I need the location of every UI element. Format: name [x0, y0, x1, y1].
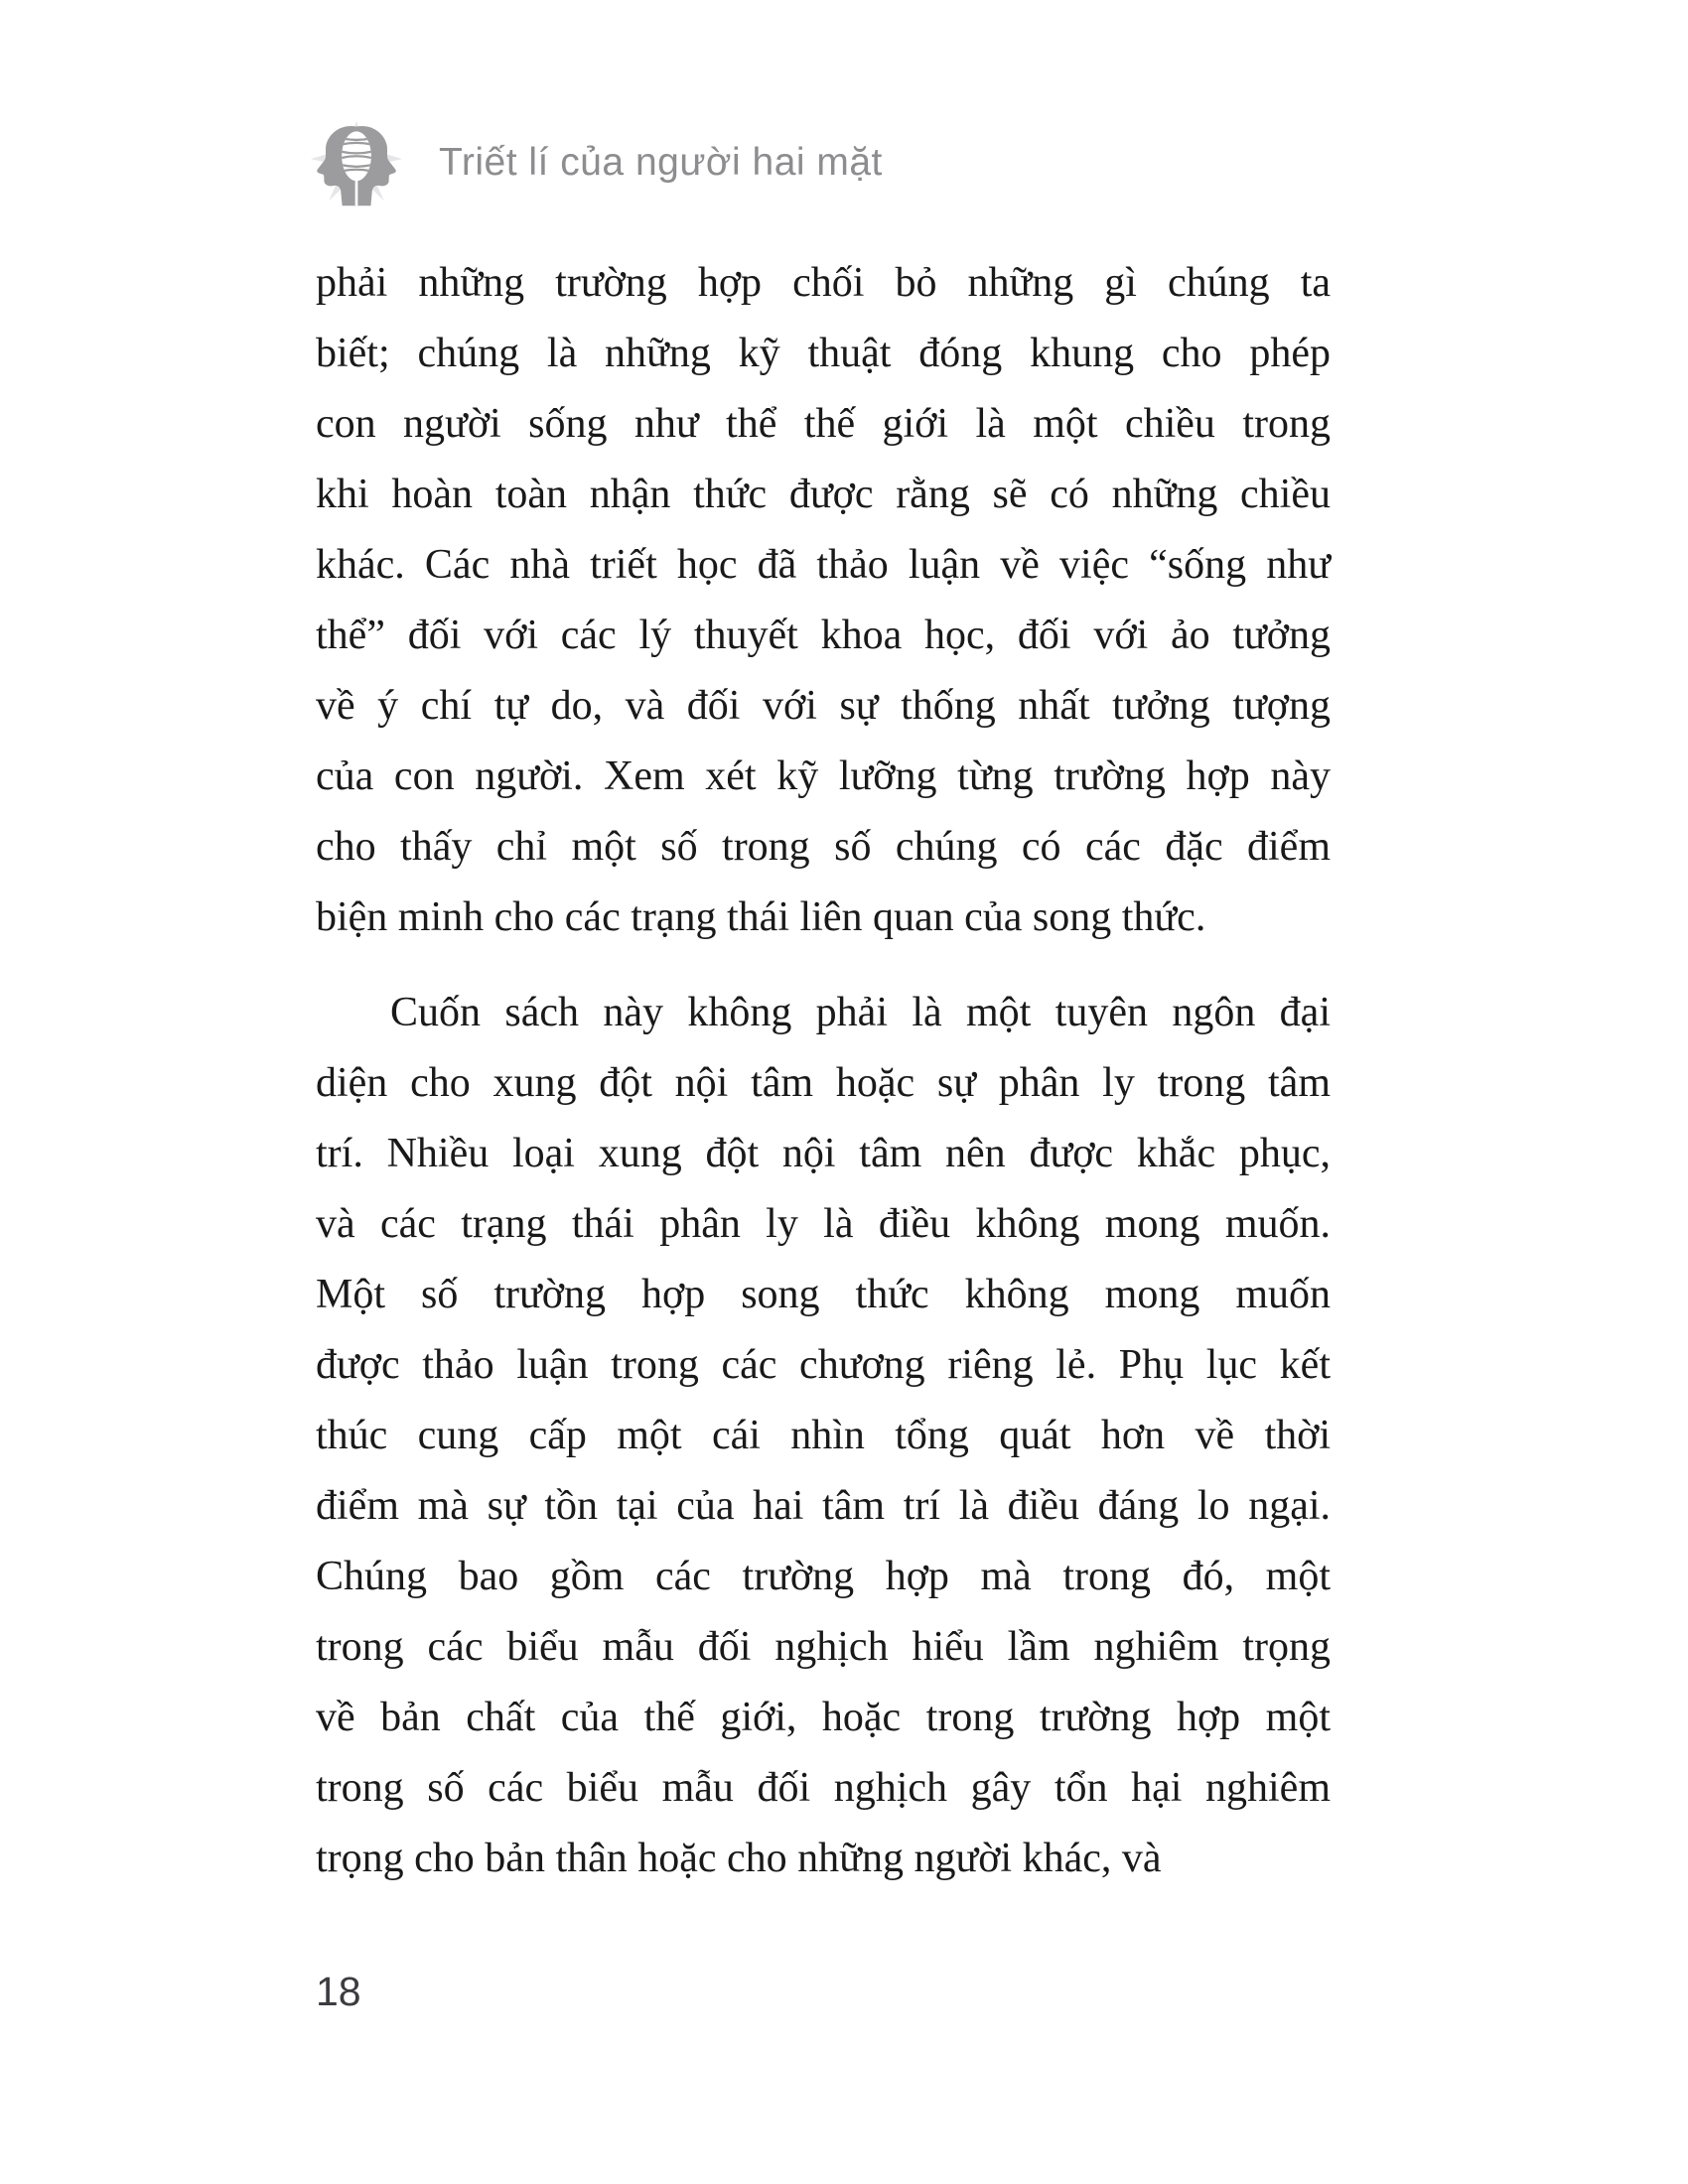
text-line: điểm mà sự tồn tại của hai tâm trí là điều đáng lo ngại. [316, 1483, 1331, 1529]
text-line: Chúng bao gồm các trường hợp mà trong đó, một [316, 1554, 1331, 1599]
text-line: thúc cung cấp một cái nhìn tổng quát hơn về thời [316, 1413, 1331, 1458]
text-line: khi hoàn toàn nhận thức được rằng sẽ có những chiều [316, 472, 1331, 517]
body-text [316, 248, 1331, 1894]
text-line: được thảo luận trong các chương riêng lẻ. Phụ lục kết [316, 1342, 1331, 1388]
text-line: phải những trường hợp chối bỏ những gì chúng ta [316, 260, 1331, 306]
text-line: biết; chúng là những kỹ thuật đóng khung cho phép [316, 331, 1331, 376]
text-line: và các trạng thái phân ly là điều không mong muốn. [316, 1201, 1331, 1247]
text-line: khác. Các nhà triết học đã thảo luận về việc “sống như [316, 542, 1331, 588]
text-line: trong các biểu mẫu đối nghịch hiểu lầm nghiêm trọng [316, 1624, 1331, 1670]
text-line: cho thấy chỉ một số trong số chúng có các đặc điểm [316, 824, 1331, 870]
text-line: Cuốn sách này không phải là một tuyên ngôn đại [390, 990, 1331, 1035]
two-faces-head-icon [304, 115, 409, 210]
text-line: về bản chất của thế giới, hoặc trong trường hợp một [316, 1695, 1331, 1740]
book-title: Triết lí của người hai mặt [439, 141, 883, 184]
text-line: con người sống như thể thế giới là một chiều trong [316, 401, 1331, 447]
page-header [304, 115, 883, 210]
text-line: diện cho xung đột nội tâm hoặc sự phân ly trong tâm [316, 1060, 1331, 1106]
text-line: trọng cho bản thân hoặc cho những người khác, và [316, 1836, 1162, 1881]
text-line: biện minh cho các trạng thái liên quan của song thức. [316, 894, 1206, 940]
text-line: thể” đối với các lý thuyết khoa học, đối với ảo tưởng [316, 613, 1331, 658]
paragraph [316, 248, 1331, 953]
page-number: 18 [316, 1969, 361, 2014]
text-line: trong số các biểu mẫu đối nghịch gây tổn hại nghiêm [316, 1765, 1331, 1811]
text-line: Một số trường hợp song thức không mong muốn [316, 1272, 1331, 1317]
text-line: về ý chí tự do, và đối với sự thống nhất tưởng tượng [316, 683, 1331, 729]
text-line: của con người. Xem xét kỹ lưỡng từng trường hợp này [316, 753, 1331, 799]
paragraph [316, 978, 1331, 1894]
text-line: trí. Nhiều loại xung đột nội tâm nên được khắc phục, [316, 1131, 1331, 1176]
